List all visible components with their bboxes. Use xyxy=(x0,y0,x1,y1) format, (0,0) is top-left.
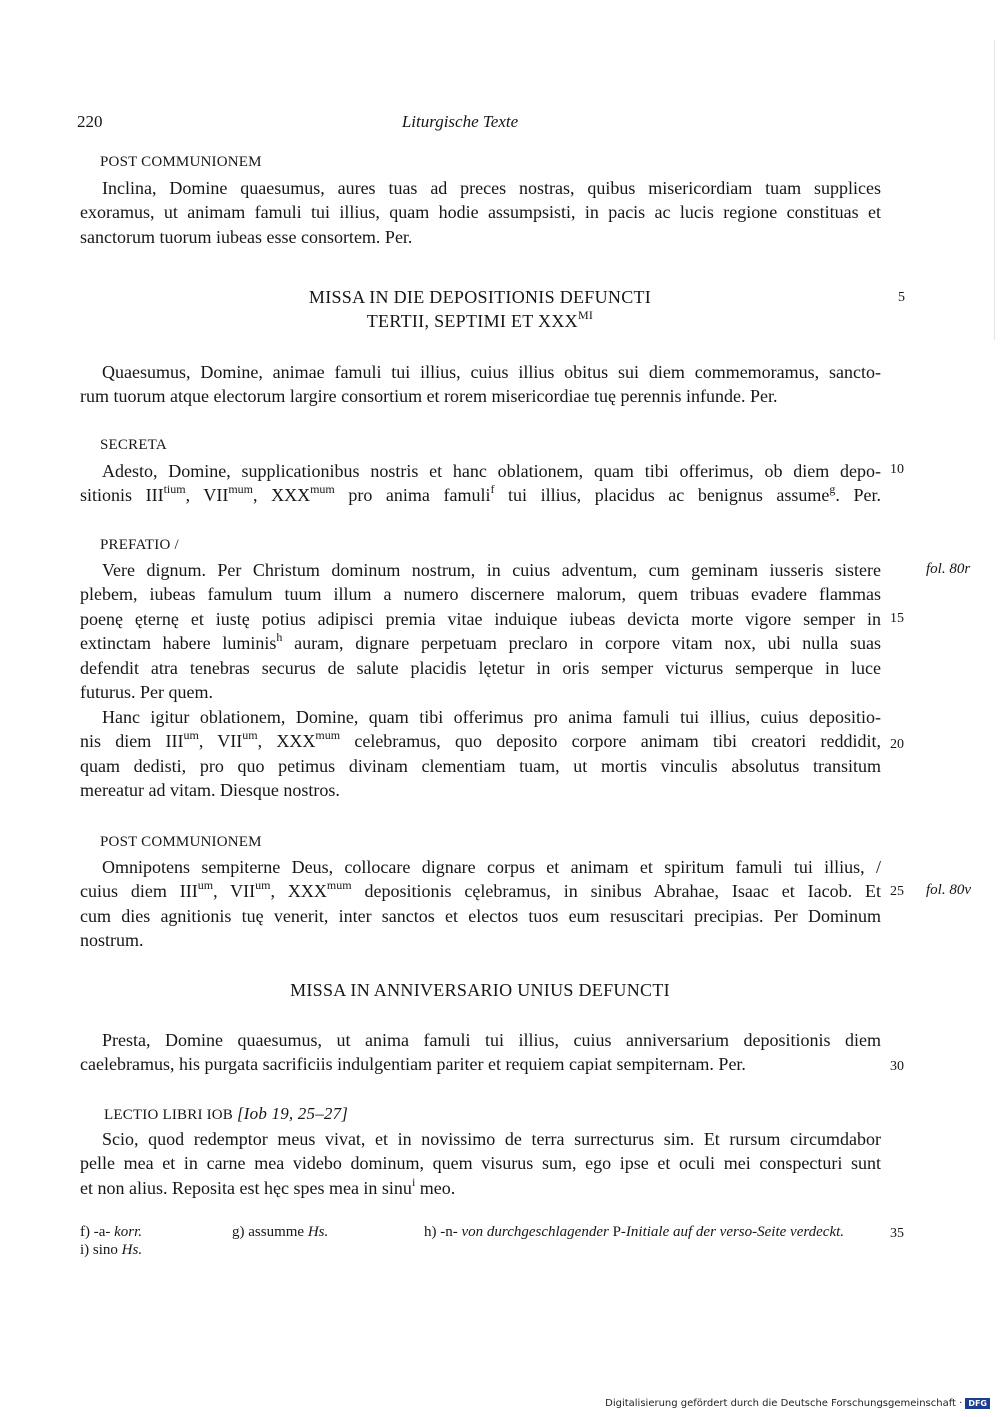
text-line xyxy=(80,729,881,753)
text-line: nostrum. xyxy=(80,930,144,951)
superscript: um xyxy=(255,878,271,893)
footnote-label: h) -n- xyxy=(424,1224,458,1240)
footnote-note: korr. xyxy=(114,1224,143,1240)
text-run: , VII xyxy=(198,731,243,752)
footnote-marker: f xyxy=(490,482,495,497)
section-heading-secreta: SECRETA xyxy=(100,437,167,453)
line-number: 35 xyxy=(890,1226,904,1241)
mass-title-anniversario: MISSA IN ANNIVERSARIO UNIUS DEFUNCTI xyxy=(290,980,670,1000)
footnote-label: i) sino xyxy=(80,1242,118,1258)
page-number: 220 xyxy=(77,112,103,131)
text-line xyxy=(80,483,881,507)
footnote-h xyxy=(424,1224,844,1241)
section-heading-lectio xyxy=(104,1104,348,1124)
text-line: Hanc igitur oblationem, Domine, quam tibi offerimus pro anima famuli tui illius, cuius depositio- xyxy=(102,707,881,727)
footnote-i xyxy=(80,1242,142,1259)
text-run: , VII xyxy=(213,881,256,902)
text-line: mereatur ad vitam. Diesque nostros. xyxy=(80,780,340,801)
superscript: MI xyxy=(577,308,594,322)
paragraph-oratio xyxy=(80,360,881,409)
text-line xyxy=(80,1176,881,1200)
text-line: quam dedisti, pro quo petimus divinam clementiam tuam, ut mortis vinculis absolutus transitum xyxy=(80,755,881,776)
superscript: mum xyxy=(315,728,341,743)
footnote-label: f) -a- xyxy=(80,1224,111,1240)
line-number: 5 xyxy=(898,290,905,305)
line-number: 10 xyxy=(890,462,904,477)
footnote-f xyxy=(80,1224,142,1241)
text-line: pelle mea et in carne mea videbo dominum, quem visurus sum, ego ipse et oculi mei conspecturi sunt xyxy=(80,1153,881,1174)
digitization-credit xyxy=(605,1398,990,1409)
footnote-note: von durchgeschlagender xyxy=(461,1224,609,1240)
text-run: et non alius. Reposita est hęc spes mea in sinu xyxy=(80,1177,412,1198)
section-heading-post-communionem: POST COMMUNIONEM xyxy=(100,154,262,170)
line-number: 30 xyxy=(890,1059,904,1074)
text-run: extinctam habere luminis xyxy=(80,633,277,654)
paragraph-post-communionem-1 xyxy=(80,176,881,249)
text-line: plebem, iubeas famulum tuum illum a numero discernere malorum, quem tribuas evadere flammas xyxy=(80,584,881,605)
text-line: Presta, Domine quaesumus, ut anima famuli tui illius, cuius anniversarium depositionis diem xyxy=(102,1030,881,1050)
text-line xyxy=(80,879,881,903)
text-run: . Per. xyxy=(835,485,881,506)
line-number: 15 xyxy=(890,611,904,626)
text-line: defendit atra tenebras securus de salute placidis lętetur in oris semper victurus semperque in luce xyxy=(80,657,881,678)
folio-reference: fol. 80v xyxy=(926,882,971,898)
text-line: poenę ęternę et iustę potius adipisci premia vitae induique iubeas devicta morte vigore semper in xyxy=(80,608,881,629)
title-text: TERTII, SEPTIMI ET XXX xyxy=(366,311,578,331)
page-edge xyxy=(994,40,995,340)
bible-reference: [Iob 19, 25–27] xyxy=(236,1104,349,1123)
text-line: cum dies agnitionis tuę venerit, inter sanctos et electos tuos eum resuscitari precipias. Per Dominum xyxy=(80,905,881,926)
line-number: 25 xyxy=(890,884,904,899)
text-line: Inclina, Domine quaesumus, aures tuas ad preces nostras, quibus misericordiam tuam supplices xyxy=(102,178,881,198)
text-line: Scio, quod redemptor meus vivat, et in novissimo de terra surrecturus sim. Et rursum circumdabor xyxy=(102,1129,881,1149)
section-heading-post-communionem: POST COMMUNIONEM xyxy=(100,834,262,850)
paragraph-lectio xyxy=(80,1127,881,1200)
text-run: pro anima famuli xyxy=(334,485,491,506)
text-line: Adesto, Domine, supplicationibus nostris et hanc oblationem, quam tibi offerimus, ob diem depo- xyxy=(102,461,881,481)
paragraph-presta xyxy=(80,1028,881,1077)
text-run: meo. xyxy=(415,1177,456,1198)
text-line: rum tuorum atque electorum largire consortium et rorem misericordiae tuę perennis infunde. Per. xyxy=(80,386,778,407)
footnote-note: Initiale auf der verso-Seite verdeckt. xyxy=(625,1224,845,1240)
folio-reference: fol. 80r xyxy=(926,561,971,577)
text-run: celebramus, quo deposito corpore animam tibi creatori reddidit, xyxy=(340,731,882,752)
superscript: mum xyxy=(326,878,352,893)
text-run: nis diem III xyxy=(80,731,184,752)
superscript: um xyxy=(197,878,214,893)
footnote-g xyxy=(232,1224,328,1241)
text-run: , XXX xyxy=(253,485,311,506)
text-run: sitionis III xyxy=(80,485,164,506)
text-line: Omnipotens sempiterne Deus, collocare dignare corpus et animam et spiritum famuli tui illius, / xyxy=(102,857,881,877)
paragraph-hanc-igitur xyxy=(80,705,881,803)
mass-title-line-1: MISSA IN DIE DEPOSITIONIS DEFUNCTI xyxy=(308,287,652,307)
credit-text: Digitalisierung gefördert durch die Deutsche Forschungsgemeinschaft · xyxy=(605,1398,963,1409)
text-line xyxy=(80,631,881,655)
text-run: , XXX xyxy=(270,881,327,902)
superscript: mum xyxy=(310,482,335,497)
running-title: Liturgische Texte xyxy=(401,112,519,131)
text-run: , VII xyxy=(185,485,229,506)
dfg-logo: DFG xyxy=(965,1398,990,1409)
text-run: depositionis cęlebramus, in sinibus Abrahae, Isaac et Iacob. Et xyxy=(351,881,882,902)
superscript: tium xyxy=(163,482,186,497)
footnote-label: g) assumme xyxy=(232,1224,305,1240)
superscript: um xyxy=(183,728,199,743)
footnote-marker: h xyxy=(276,630,283,645)
text-run: tui illius, placidus ac benignus assume xyxy=(494,485,830,506)
footnote-note: Hs. xyxy=(307,1224,329,1240)
footnote-text: P- xyxy=(608,1224,626,1240)
text-line: Vere dignum. Per Christum dominum nostrum, in cuius adventum, cum geminam iusseris sistere xyxy=(102,560,881,580)
text-line: sanctorum tuorum iubeas esse consortem. Per. xyxy=(80,226,413,247)
footnote-marker: g xyxy=(829,482,836,497)
text-line: Quaesumus, Domine, animae famuli tui illius, cuius illius obitus sui diem commemoramus, sancto- xyxy=(102,362,881,382)
footnote-marker: i xyxy=(411,1174,416,1189)
text-line: caelebramus, his purgata sacrificiis indulgentiam pariter et requiem capiat sempiternam. Per. xyxy=(80,1054,746,1075)
section-heading-prefatio: PREFATIO / xyxy=(100,537,179,553)
text-line: futurus. Per quem. xyxy=(80,682,213,703)
lectio-label: LECTIO LIBRI IOB xyxy=(104,1107,234,1123)
text-run: , XXX xyxy=(257,731,316,752)
paragraph-secreta xyxy=(80,459,881,508)
line-number: 20 xyxy=(890,737,904,752)
paragraph-post-communionem-2 xyxy=(80,855,881,953)
text-run: cuius diem III xyxy=(80,881,198,902)
superscript: um xyxy=(242,728,258,743)
paragraph-prefatio xyxy=(80,558,881,704)
text-line: exoramus, ut animam famuli tui illius, quam hodie assumpsisti, in pacis ac lucis regione constituas et xyxy=(80,202,881,223)
mass-title-line-2 xyxy=(80,308,880,332)
footnote-note: Hs. xyxy=(121,1242,143,1258)
superscript: mum xyxy=(228,482,254,497)
text-run: auram, dignare perpetuam preclaro in corpore vitam nox, ubi nulla suas xyxy=(282,633,881,654)
